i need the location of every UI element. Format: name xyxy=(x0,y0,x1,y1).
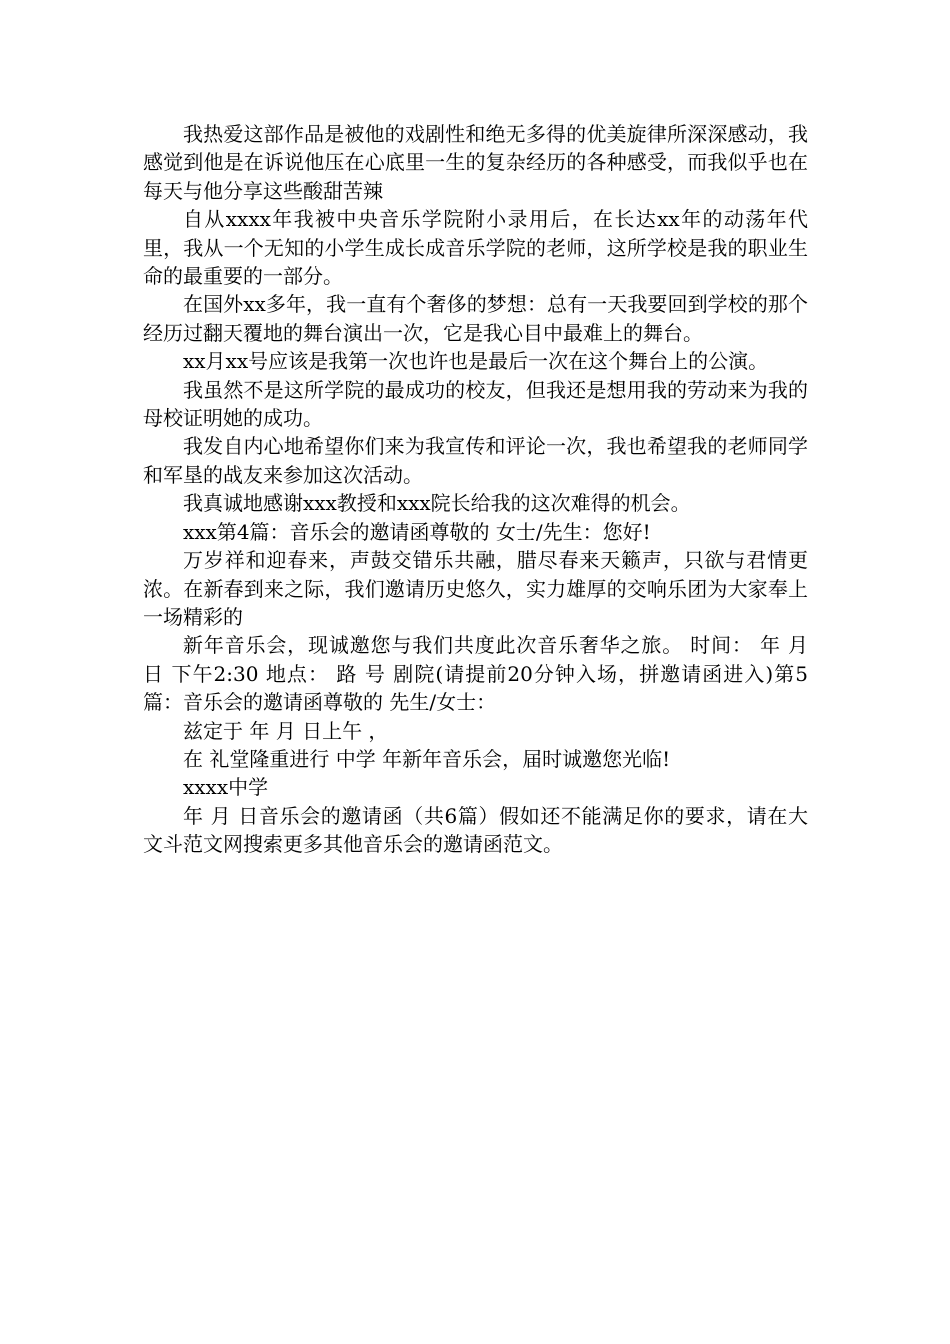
paragraph-3: 在国外xx多年，我一直有个奢侈的梦想：总有一天我要回到学校的那个经历过翻天覆地的舞台演出一次，它是我心目中最难上的舞台。 xyxy=(143,292,808,345)
paragraph-9: 万岁祥和迎春来，声鼓交错乐共融，腊尽春来天籁声，只欲与君情更浓。在新春到来之际，我们邀请历史悠久，实力雄厚的交响乐团为大家奉上一场精彩的 xyxy=(143,548,808,629)
paragraph-11: 兹定于 年 月 日上午 ， xyxy=(183,718,389,743)
paragraph-2: 自从xxxx年我被中央音乐学院附小录用后，在长达xx年的动荡年代里，我从一个无知的小学生成长成音乐学院的老师，这所学校是我的职业生命的最重要的一部分。 xyxy=(143,207,808,289)
paragraph-8: xxx第4篇：音乐会的邀请函尊敬的 女士/先生：您好! xyxy=(183,519,651,544)
document-body xyxy=(143,120,808,859)
paragraph-13: xxxx中学 xyxy=(183,775,269,800)
paragraph-12: 在 礼堂隆重进行 中学 年新年音乐会，届时诚邀您光临! xyxy=(183,746,671,771)
paragraph-4: xx月xx号应该是我第一次也许也是最后一次在这个舞台上的公演。 xyxy=(183,349,769,374)
paragraph-14: 年 月 日音乐会的邀请函（共6篇）假如还不能满足你的要求，请在大文斗范文网搜索更多其他音乐会的邀请函范文。 xyxy=(143,803,808,857)
paragraph-7: 我真诚地感谢xxx教授和xxx院长给我的这次难得的机会。 xyxy=(183,491,691,516)
paragraph-1: 我热爱这部作品是被他的戏剧性和绝无多得的优美旋律所深深感动，我感觉到他是在诉说他压在心底里一生的复杂经历的各种感受，而我似乎也在每天与他分享这些酸甜苦辣 xyxy=(143,122,808,203)
paragraph-6: 我发自内心地希望你们来为我宣传和评论一次，我也希望我的老师同学和军垦的战友来参加这次活动。 xyxy=(143,434,808,487)
paragraph-5: 我虽然不是这所学院的最成功的校友，但我还是想用我的劳动来为我的母校证明她的成功。 xyxy=(143,377,808,431)
paragraph-10: 新年音乐会，现诚邀您与我们共度此次音乐奢华之旅。 时间： 年 月 日 下午2:30 地点： 路 号 剧院(请提前20分钟入场，拼邀请函进入)第5篇：音乐会的邀请函尊敬的 先生/女士： xyxy=(143,633,808,715)
